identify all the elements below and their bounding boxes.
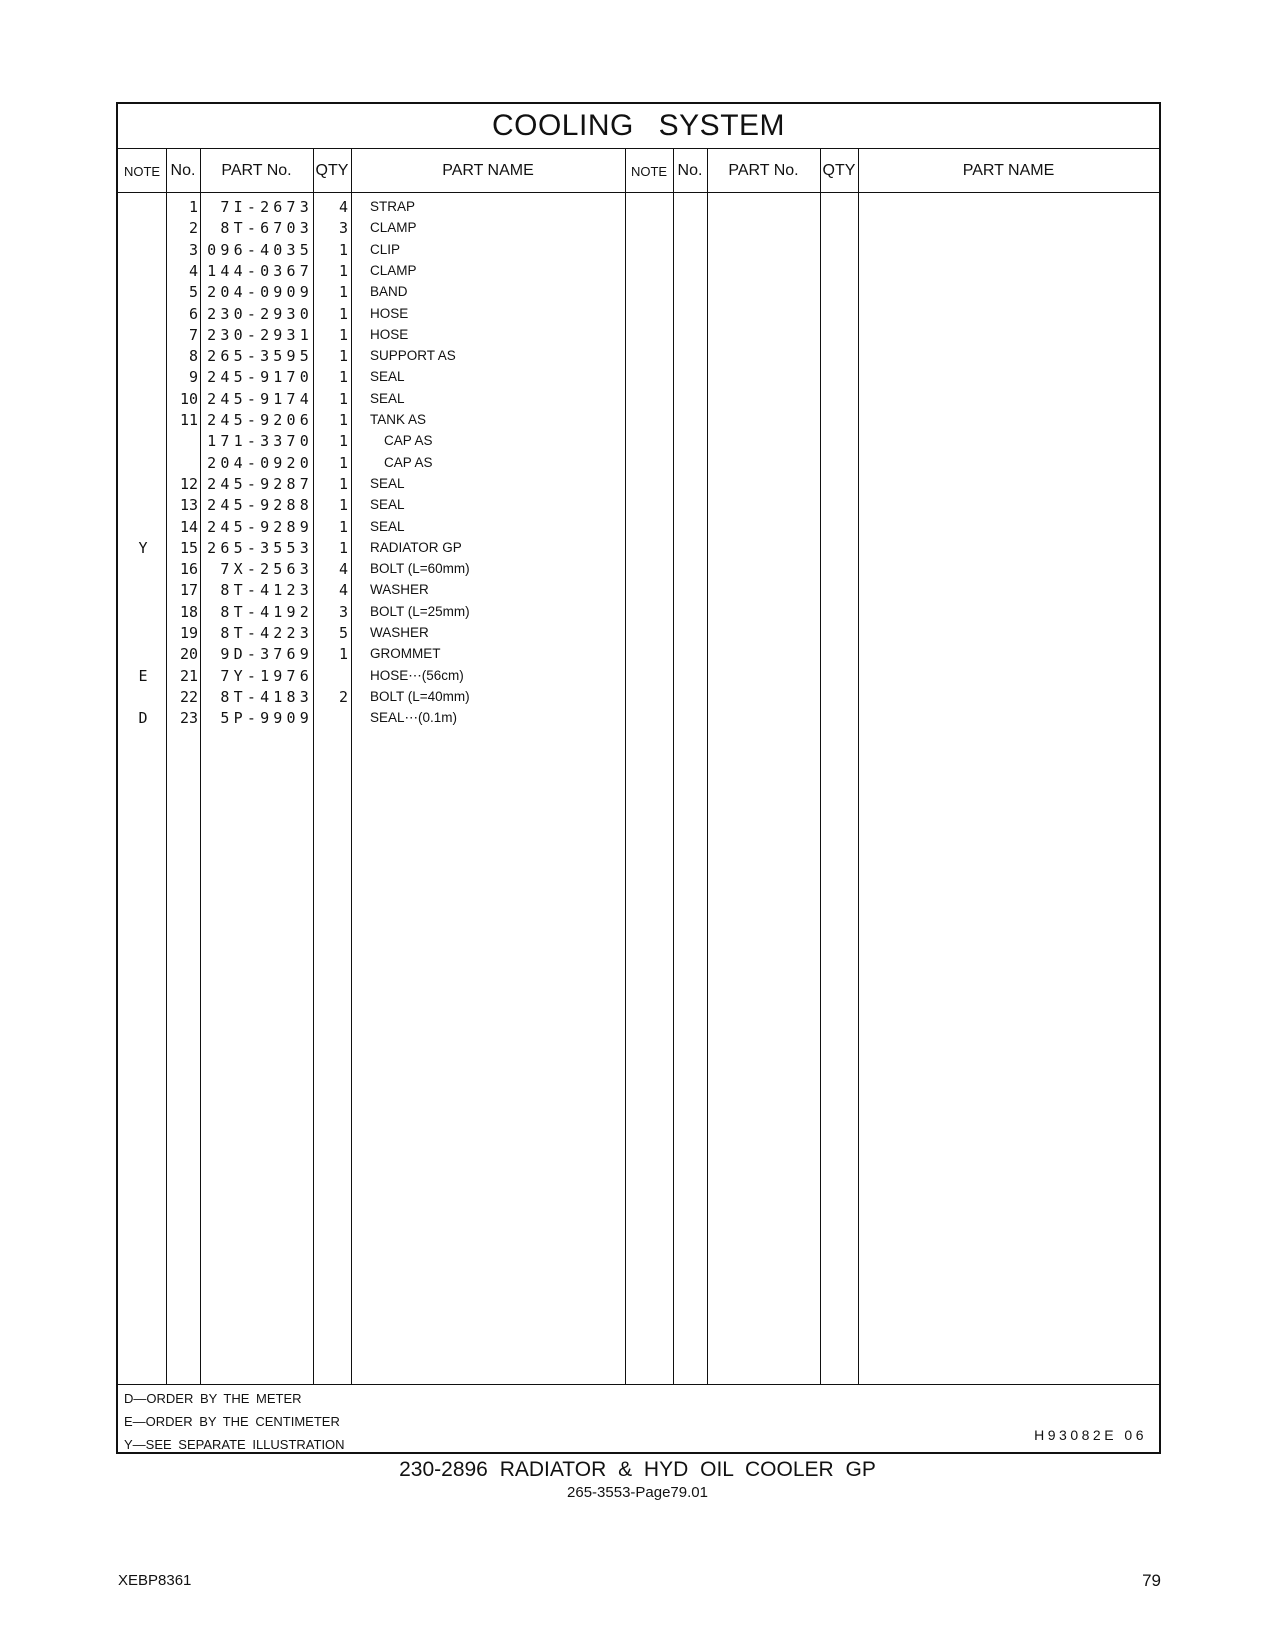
item-number-cell: 17 (179, 581, 198, 600)
item-number-cell: 23 (179, 709, 198, 728)
item-number-cell: 7 (188, 325, 198, 344)
table-row (118, 409, 1159, 431)
quantity-cell: 1 (338, 283, 348, 302)
item-number-cell: 18 (179, 602, 198, 621)
part-number-cell: 230-2930 (207, 304, 313, 323)
part-name-cell: BOLT (L=40mm) (370, 688, 470, 704)
title-bar (118, 104, 1159, 149)
legend-y: Y—SEE SEPARATE ILLUSTRATION (124, 1437, 345, 1452)
quantity-cell: 1 (338, 368, 348, 387)
section-title: COOLING SYSTEM (491, 109, 786, 142)
note-cell: Y (138, 538, 148, 557)
quantity-cell: 1 (338, 261, 348, 280)
table-row (118, 388, 1159, 410)
illustration-code: H93082E 06 (1034, 1427, 1147, 1443)
part-name-cell: SEAL (370, 518, 405, 534)
part-name-cell: SEAL (370, 497, 405, 513)
item-number-cell: 22 (179, 687, 198, 706)
item-number-cell: 13 (179, 496, 198, 515)
item-number-cell: 16 (179, 560, 198, 579)
item-number-cell: 21 (179, 666, 198, 685)
part-number-cell: 8T-4183 (220, 687, 313, 706)
table-row (118, 366, 1159, 388)
quantity-cell: 1 (338, 347, 348, 366)
item-number-cell: 9 (188, 368, 198, 387)
part-name-cell: CAP AS (384, 433, 433, 449)
table-row (118, 537, 1159, 559)
item-number-cell: 3 (188, 240, 198, 259)
part-number-cell: 7Y-1976 (220, 666, 313, 685)
header-part-no-left: PART No. (221, 162, 292, 179)
quantity-cell: 5 (338, 624, 348, 642)
item-number-cell: 2 (188, 219, 198, 238)
part-number-cell: 245-9289 (207, 517, 313, 536)
legend-e: E—ORDER BY THE CENTIMETER (124, 1414, 340, 1429)
table-row (118, 601, 1159, 623)
part-name-cell: SUPPORT AS (370, 348, 456, 364)
header-no-left: No. (170, 162, 196, 179)
header-qty-left: QTY (315, 162, 349, 179)
part-name-cell: GROMMET (370, 646, 441, 662)
part-name-cell: BAND (370, 284, 408, 300)
part-number-cell: 8T-4123 (220, 581, 313, 600)
part-name-cell: HOSE (370, 326, 409, 342)
part-name-cell: SEAL (370, 475, 405, 491)
part-number-cell: 8T-6703 (220, 219, 313, 238)
table-row (118, 686, 1159, 708)
part-name-cell: HOSE⋯(56cm) (370, 667, 464, 683)
item-number-cell: 11 (179, 411, 198, 429)
table-row (118, 324, 1159, 346)
quantity-cell: 3 (338, 602, 348, 621)
part-number-cell: 245-9206 (207, 411, 313, 429)
table-row (118, 430, 1159, 452)
page-number: 79 (1142, 1571, 1161, 1590)
quantity-cell: 1 (338, 432, 348, 451)
table-row (118, 452, 1159, 474)
item-number-cell: 5 (188, 283, 198, 302)
table-row (118, 196, 1159, 218)
table-row (118, 516, 1159, 538)
note-cell: D (138, 709, 148, 728)
header-part-name-left: PART NAME (442, 162, 534, 179)
notes-footer (118, 1384, 1159, 1452)
header-part-name-right: PART NAME (962, 162, 1055, 179)
table-row (118, 494, 1159, 516)
quantity-cell: 3 (338, 219, 348, 238)
part-name-cell: RADIATOR GP (370, 539, 462, 555)
part-name-cell: CLIP (370, 241, 401, 257)
part-number-cell: 171-3370 (207, 432, 313, 451)
header-part-no-right: PART No. (728, 162, 799, 179)
item-number-cell: 1 (188, 198, 198, 216)
parts-table-frame (116, 102, 1161, 1454)
part-number-cell: 265-3553 (207, 538, 313, 557)
part-number-cell: 245-9170 (207, 368, 313, 387)
quantity-cell: 1 (338, 453, 348, 472)
item-number-cell: 14 (179, 517, 198, 536)
table-row (118, 303, 1159, 325)
part-name-cell: HOSE (370, 305, 409, 321)
quantity-cell: 4 (338, 198, 348, 216)
quantity-cell: 1 (338, 304, 348, 323)
column-header-row (118, 149, 1159, 193)
part-number-cell: 8T-4192 (220, 602, 313, 621)
table-row (118, 217, 1159, 239)
quantity-cell: 4 (338, 581, 348, 600)
part-number-cell: 245-9288 (207, 496, 313, 515)
quantity-cell: 1 (338, 240, 348, 259)
quantity-cell: 1 (338, 389, 348, 408)
part-number-cell: 9D-3769 (220, 645, 313, 664)
part-name-cell: BOLT (L=25mm) (370, 603, 470, 619)
part-name-cell: WASHER (370, 625, 429, 640)
quantity-cell: 1 (338, 645, 348, 664)
item-number-cell: 12 (179, 474, 198, 493)
part-name-cell: SEAL (370, 369, 405, 385)
part-number-cell: 5P-9909 (220, 709, 313, 728)
quantity-cell: 4 (338, 560, 348, 579)
item-number-cell: 20 (179, 645, 198, 664)
item-number-cell: 4 (188, 261, 198, 280)
part-name-cell: SEAL⋯(0.1m) (370, 710, 458, 726)
part-number-cell: 204-0920 (207, 453, 313, 472)
quantity-cell: 1 (338, 538, 348, 557)
group-subtitle: 265‐3553‐Page79.01 (567, 1484, 708, 1501)
table-row (118, 345, 1159, 367)
part-number-cell: 204-0909 (207, 283, 313, 302)
part-name-cell: CLAMP (370, 220, 417, 236)
part-name-cell: CLAMP (370, 262, 417, 278)
table-row (118, 473, 1159, 495)
quantity-cell: 2 (338, 687, 348, 706)
header-qty-right: QTY (822, 162, 856, 179)
item-number-cell: 10 (179, 389, 198, 408)
table-row (118, 239, 1159, 261)
part-number-cell: 8T-4223 (220, 624, 313, 642)
header-note-right: NOTE (630, 163, 668, 179)
table-row (118, 707, 1159, 729)
part-name-cell: TANK AS (370, 412, 427, 427)
table-row (118, 260, 1159, 282)
part-name-cell: STRAP (370, 199, 416, 214)
table-row (118, 643, 1159, 665)
quantity-cell: 1 (338, 496, 348, 515)
note-cell: E (138, 666, 148, 685)
part-name-cell: CAP AS (384, 454, 433, 470)
table-row (118, 622, 1159, 644)
table-row (118, 665, 1159, 687)
group-title: 230‐2896 RADIATOR & HYD OIL COOLER GP (399, 1458, 876, 1481)
quantity-cell: 1 (338, 325, 348, 344)
part-name-cell: BOLT (L=60mm) (370, 561, 470, 577)
part-number-cell: 265-3595 (207, 347, 313, 366)
header-no-right: No. (677, 162, 703, 179)
publication-code: XEBP8361 (118, 1572, 192, 1589)
item-number-cell: 19 (179, 624, 198, 642)
quantity-cell: 1 (338, 474, 348, 493)
part-name-cell: SEAL (370, 390, 405, 406)
part-number-cell: 245-9287 (207, 474, 313, 493)
part-number-cell: 245-9174 (207, 389, 313, 408)
item-number-cell: 6 (188, 304, 198, 323)
quantity-cell: 1 (338, 517, 348, 536)
part-number-cell: 230-2931 (207, 325, 313, 344)
header-note-left: NOTE (123, 163, 161, 179)
table-row (118, 281, 1159, 303)
item-number-cell: 8 (188, 347, 198, 366)
part-name-cell: WASHER (370, 582, 429, 598)
quantity-cell: 1 (338, 411, 348, 429)
part-number-cell: 7X-2563 (220, 560, 313, 579)
part-number-cell: 7I-2673 (220, 198, 313, 216)
legend-d: D—ORDER BY THE METER (124, 1391, 302, 1406)
table-row (118, 579, 1159, 601)
part-number-cell: 096-4035 (207, 240, 313, 259)
table-row (118, 558, 1159, 580)
item-number-cell: 15 (179, 538, 198, 557)
part-number-cell: 144-0367 (207, 261, 313, 280)
